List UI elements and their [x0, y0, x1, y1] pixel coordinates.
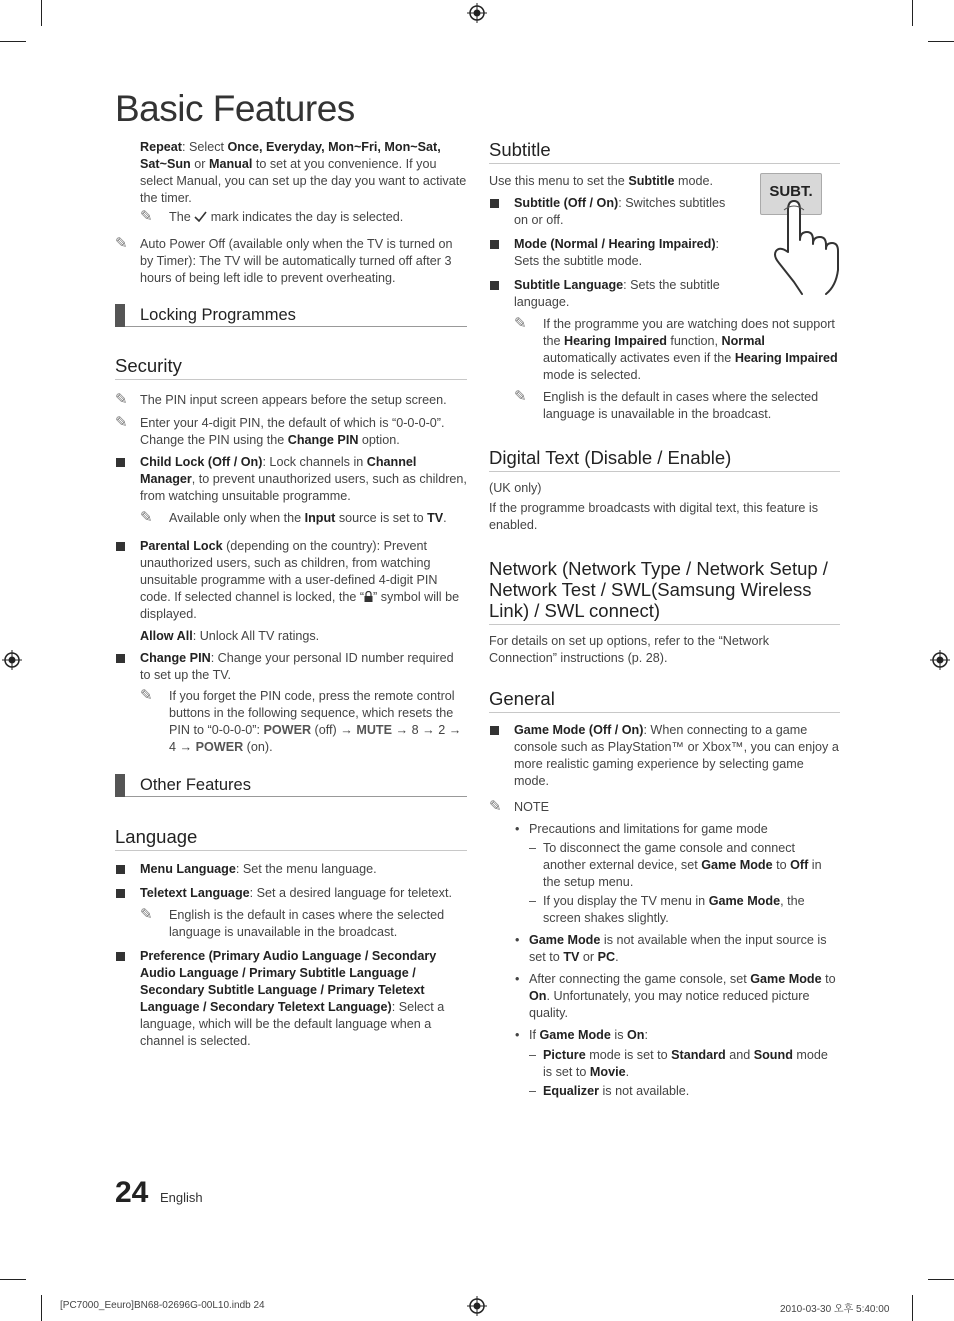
- picture-mode-dash-item: – Picture mode is set to Standard and Sound mode is set to Movie.: [529, 1048, 828, 1079]
- subtitle-default-note: ✎ English is the default in cases where the selected language is unavailable in the broadcast.: [514, 388, 819, 421]
- security-heading: Security: [115, 355, 467, 380]
- print-slug-file: [PC7000_Eeuro]BN68-02696G-00L10.indb 24: [60, 1300, 265, 1311]
- game-mode-on-bullet: • If Game Mode is On:: [515, 1028, 648, 1042]
- bullet-dot: •: [515, 1028, 520, 1042]
- print-slug-timestamp: 2010-03-30 오후 5:40:00: [780, 1304, 890, 1315]
- footer-language: English: [160, 1190, 203, 1205]
- change-pin-item: Change PIN: Change your personal ID number required to set up the TV.: [115, 650, 467, 684]
- pencil-note-icon: ✎: [514, 388, 527, 405]
- digital-text-description: If the programme broadcasts with digital text, this feature is enabled.: [489, 501, 818, 532]
- teletext-language-item: Teletext Language: Set a desired language for teletext.: [115, 885, 467, 902]
- heading-bar: [115, 304, 125, 327]
- network-heading: Network (Network Type / Network Setup / Network Test / SWL(Samsung Wireless Link) / SWL connect): [489, 558, 840, 625]
- registration-mark-icon: [467, 1296, 487, 1316]
- bullet-dot: •: [515, 822, 520, 836]
- crop-mark: [912, 1295, 913, 1321]
- bullet-square: [490, 726, 499, 735]
- pencil-note-icon: ✎: [140, 509, 153, 526]
- pencil-note-icon: ✎: [514, 315, 527, 332]
- uk-only-text: (UK only): [489, 481, 542, 495]
- bullet-square: [490, 240, 499, 249]
- note-label: ✎ NOTE: [489, 798, 549, 815]
- network-description: For details on set up options, refer to the “Network Connection” instructions (p. 28).: [489, 634, 769, 665]
- registration-mark-icon: [467, 3, 487, 23]
- bullet-square: [116, 458, 125, 467]
- dash-marker: –: [529, 1048, 537, 1062]
- security-note-pin-screen: ✎ The PIN input screen appears before the setup screen.: [115, 391, 447, 408]
- repeat-item: Repeat: Select Once, Everyday, Mon~Fri, Mon~Sat, Sat~Sun or Manual to set at you convenience. If you select Manual, you can set up the day you want to activate the timer.: [140, 140, 467, 205]
- subtitle-heading: Subtitle: [489, 139, 840, 164]
- lock-icon: [364, 591, 373, 602]
- subtitle-onoff-item: Subtitle (Off / On): Switches subtitles on or off.: [489, 195, 739, 229]
- pointing-hand-icon: [770, 196, 845, 296]
- child-lock-note: ✎ Available only when the Input source is set to TV.: [140, 509, 447, 526]
- language-heading: Language: [115, 826, 467, 851]
- subt-remote-button: SUBT.: [760, 173, 822, 215]
- subtitle-intro: Use this menu to set the Subtitle mode.: [489, 174, 714, 188]
- page-number: 24: [115, 1176, 149, 1209]
- bullet-square: [490, 281, 499, 290]
- check-mark-note: ✎ The mark indicates the day is selected.: [140, 208, 404, 225]
- pencil-note-icon: ✎: [140, 687, 153, 704]
- picture-quality-bullet: • After connecting the game console, set Game Mode to On. Unfortunately, you may notice reduced picture quality.: [515, 972, 836, 1020]
- subtitle-language-item: Subtitle Language: Sets the subtitle language.: [489, 277, 739, 311]
- dash-marker: –: [529, 1084, 537, 1098]
- bullet-square: [116, 542, 125, 551]
- bullet-square: [116, 865, 125, 874]
- menu-shake-dash-item: – If you display the TV menu in Game Mode, the screen shakes slightly.: [529, 894, 805, 925]
- pencil-note-icon: ✎: [115, 235, 128, 252]
- bullet-square: [490, 199, 499, 208]
- language-default-note: ✎ English is the default in cases where the selected language is unavailable in the broadcast.: [140, 906, 445, 939]
- forgot-pin-note: ✎ If you forget the PIN code, press the remote control buttons in the following sequence, which resets the PIN to “0-0-0-0”: POWER (off) → MUTE → 8 → 2 → 4 → POWER (on).: [140, 687, 462, 754]
- pencil-note-icon: ✎: [115, 391, 128, 408]
- bullet-dot: •: [515, 933, 520, 947]
- parental-lock-item: Parental Lock (depending on the country): Prevent unauthorized users, such as children, from watching unsuitable programme with a user-defined 4-digit PIN code. If selected channel is locked, the “ ” symbol will be displayed.: [115, 538, 467, 623]
- pencil-note-icon: ✎: [489, 798, 502, 815]
- security-note-default-pin: ✎ Enter your 4-digit PIN, the default of which is “0-0-0-0”. Change the PIN using the Change PIN option.: [115, 414, 445, 447]
- general-heading: General: [489, 688, 840, 713]
- menu-language-item: Menu Language: Set the menu language.: [115, 861, 467, 878]
- dash-marker: –: [529, 894, 537, 908]
- subtitle-mode-item: Mode (Normal / Hearing Impaired): Sets the subtitle mode.: [489, 236, 739, 270]
- bullet-dot: •: [515, 972, 520, 986]
- registration-mark-icon: [930, 650, 950, 670]
- crop-mark: [41, 0, 42, 26]
- hearing-impaired-note: ✎ If the programme you are watching does not support the Hearing Impaired function, Normal automatically activates even if the Hearing Impaired mode is selected.: [514, 315, 838, 382]
- game-mode-item: Game Mode (Off / On): When connecting to a game console such as PlayStation™ or Xbox™, you can enjoy a more realistic gaming experience by selecting game mode.: [489, 722, 840, 790]
- bullet-square: [116, 889, 125, 898]
- bullet-square: [116, 952, 125, 961]
- pencil-note-icon: ✎: [140, 208, 153, 225]
- crop-mark: [0, 41, 26, 42]
- left-column: [115, 139, 467, 1050]
- page-title: Basic Features: [115, 88, 355, 129]
- crop-mark: [928, 1279, 954, 1280]
- digital-text-heading: Digital Text (Disable / Enable): [489, 447, 840, 472]
- auto-power-off-note: ✎ Auto Power Off (available only when the TV is turned on by Timer): The TV will be automatically turned off after 3 hours of being left idle to prevent overheating.: [115, 235, 453, 285]
- crop-mark: [0, 1279, 26, 1280]
- crop-mark: [912, 0, 913, 26]
- registration-mark-icon: [2, 650, 22, 670]
- pencil-note-icon: ✎: [140, 906, 153, 923]
- equalizer-dash-item: – Equalizer is not available.: [529, 1084, 690, 1098]
- other-features-heading: Other Features: [115, 774, 467, 797]
- input-source-bullet: • Game Mode is not available when the input source is set to TV or PC.: [515, 933, 827, 964]
- check-mark-icon: [194, 211, 207, 222]
- locking-programmes-heading: Locking Programmes: [115, 304, 467, 327]
- bullet-square: [116, 654, 125, 663]
- crop-mark: [928, 41, 954, 42]
- disconnect-dash-item: – To disconnect the game console and connect another external device, set Game Mode to Off in the setup menu.: [529, 841, 822, 889]
- preference-item: Preference (Primary Audio Language / Secondary Audio Language / Primary Subtitle Language / Secondary Subtitle Language / Primary Teletext Language / Secondary Teletext Language): Select a language, which will be the default language when a channel is selected.: [115, 948, 467, 1050]
- heading-bar: [115, 774, 125, 797]
- pencil-note-icon: ✎: [115, 414, 128, 431]
- allow-all-item: Allow All: Unlock All TV ratings.: [140, 629, 320, 643]
- precautions-bullet: • Precautions and limitations for game mode: [515, 822, 768, 836]
- crop-mark: [41, 1295, 42, 1321]
- child-lock-item: Child Lock (Off / On): Lock channels in Channel Manager, to prevent unauthorized users, such as children, from watching unsuitable programme.: [115, 454, 467, 505]
- dash-marker: –: [529, 841, 537, 855]
